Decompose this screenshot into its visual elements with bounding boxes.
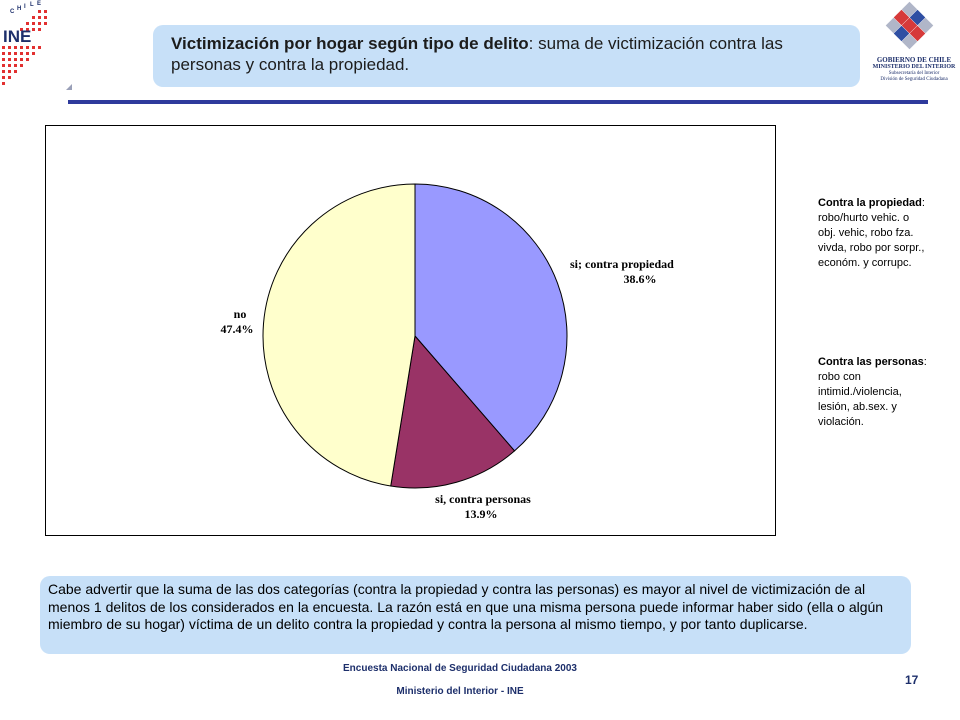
pie-label-name: si; contra propiedad	[570, 257, 674, 271]
gov-line1: GOBIERNO DE CHILE	[876, 56, 952, 64]
gov-line2: MINISTERIO DEL INTERIOR	[872, 64, 956, 70]
chile-letter: C	[10, 9, 15, 15]
pie-slice	[263, 184, 415, 486]
title-bold: Victimización por hogar según tipo de delito	[171, 34, 529, 53]
ine-logo	[0, 0, 80, 95]
pie-label-value: 13.9%	[464, 507, 498, 521]
title-rest: : suma de victimización contra las personas y contra la propiedad.	[171, 34, 783, 74]
title-banner	[153, 25, 860, 87]
note-propiedad-label: Contra la propiedad	[818, 197, 922, 209]
gobierno-text	[862, 56, 960, 83]
note-personas	[818, 355, 928, 430]
footer-ministry: Ministerio del Interior - INE	[396, 686, 524, 697]
gobierno-logo	[866, 0, 960, 100]
ine-dot-grid	[2, 10, 47, 85]
page-number: 17	[905, 673, 919, 687]
gov-line4: División de Seguridad Ciudadana	[880, 77, 948, 82]
chile-letter: H	[17, 6, 22, 12]
ine-wordmark: INE	[3, 27, 32, 46]
logo-corner-mark	[66, 84, 72, 90]
note-propiedad-text: : robo/hurto vehic. o obj. vehic, robo fza. vivda, robo por sorpr., económ. y corrupc.	[818, 197, 925, 269]
note-personas-label: Contra las personas	[818, 356, 924, 368]
disclaimer-note: Cabe advertir que la suma de las dos categorías (contra la propiedad y contra las personas) es mayor al nivel de victimización de al menos 1 delitos de los considerados en la encuesta. La razón está en que una misma persona puede informar haber sido (ella o algún miembro de su hogar) víctima de un delito contra la propiedad y contra la persona al mismo tiempo, y por tanto duplicarse.	[40, 576, 911, 654]
pie-chart	[45, 125, 776, 536]
pie-label-name: si, contra personas	[435, 492, 531, 506]
chile-letter: L	[30, 2, 34, 8]
note-propiedad	[818, 196, 928, 271]
gov-line3: Subsecretaría del Interior	[888, 71, 940, 76]
header-divider	[68, 100, 928, 104]
gobierno-emblem	[886, 2, 934, 50]
chile-letter: E	[37, 1, 42, 7]
pie-label-value: 38.6%	[623, 272, 657, 286]
chile-letter: I	[24, 4, 26, 10]
footer-survey: Encuesta Nacional de Seguridad Ciudadana 2003	[343, 663, 577, 674]
note-personas-text: : robo con intimid./violencia, lesión, ab.sex. y violación.	[818, 356, 927, 428]
pie-label-value: 47.4%	[220, 322, 254, 336]
pie-label-name: no	[233, 307, 247, 321]
chile-letters	[10, 1, 41, 15]
